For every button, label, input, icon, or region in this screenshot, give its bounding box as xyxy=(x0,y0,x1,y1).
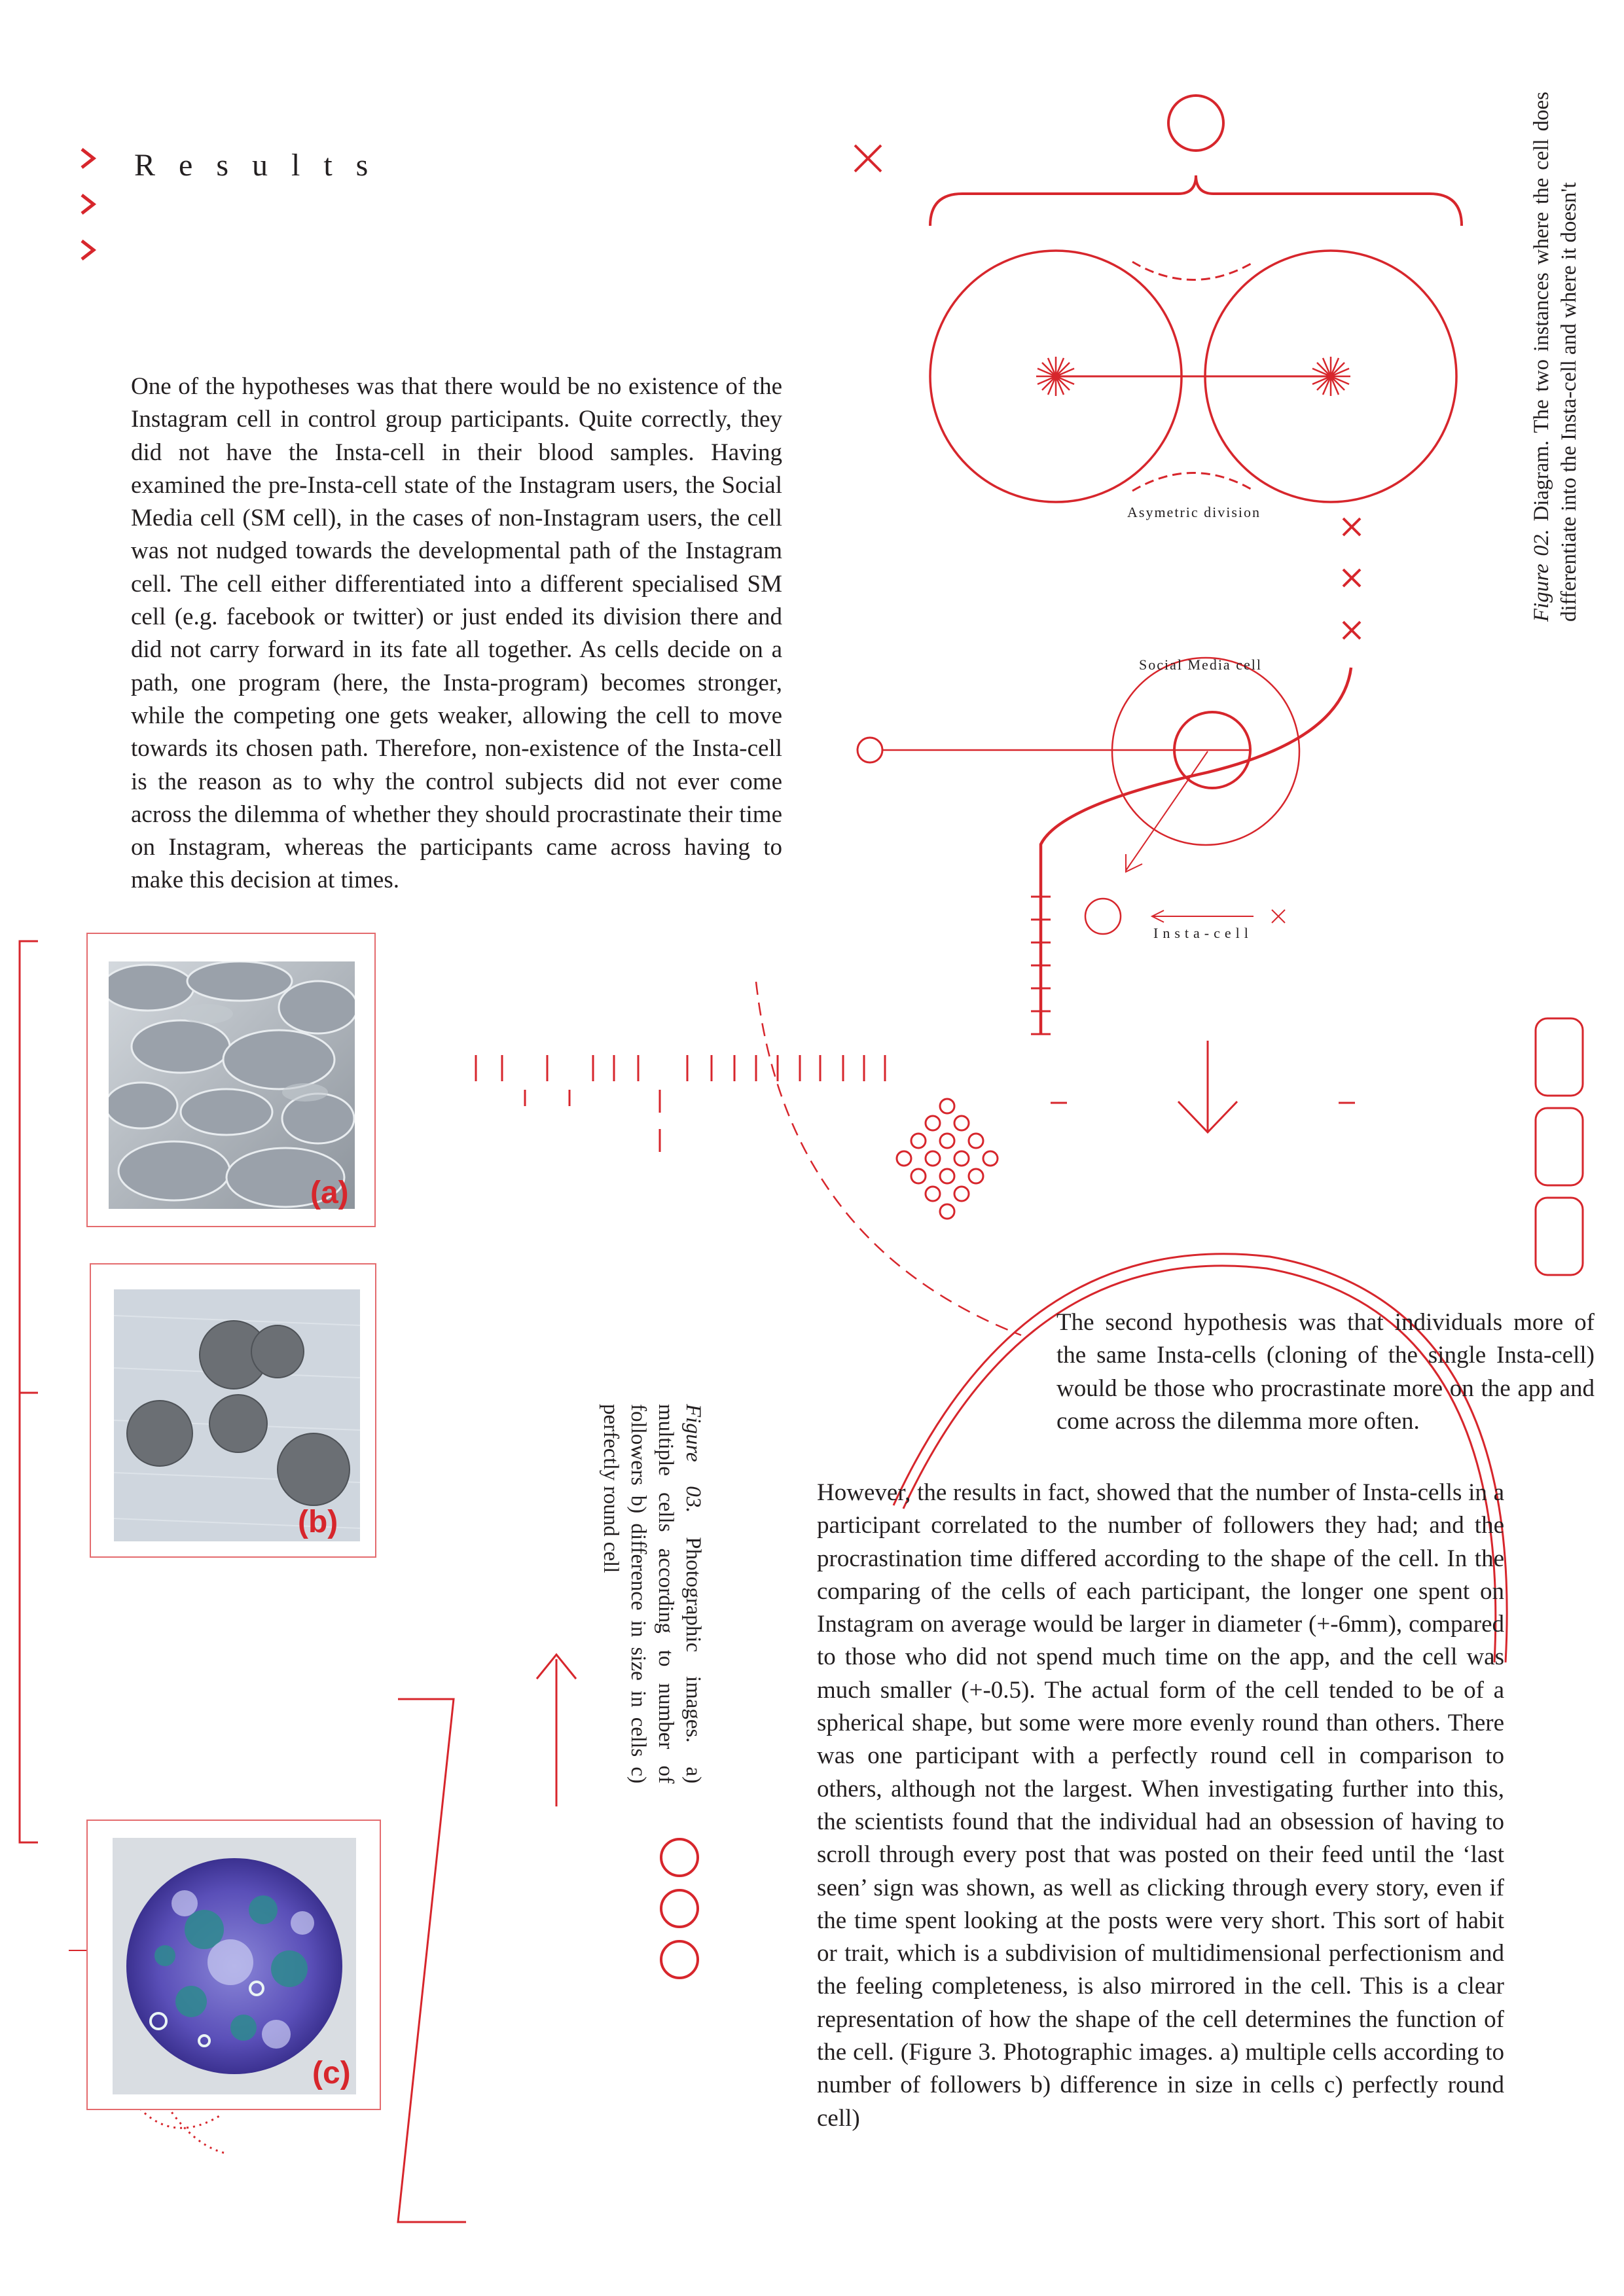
top-cell-circle xyxy=(1168,96,1223,151)
page-title: Results xyxy=(134,148,392,183)
photo-b-frame xyxy=(90,1263,376,1558)
rounded-block-3 xyxy=(1536,1198,1583,1275)
close-icon xyxy=(855,145,881,171)
sm-input-node xyxy=(857,738,882,762)
x-marks xyxy=(1343,518,1360,639)
figure-2-caption xyxy=(1528,92,1583,622)
tick-marks xyxy=(476,1055,885,1152)
paragraph-hypothesis-1: One of the hypotheses was that there would be no existence of the Instagram cell in control group participants. Quite correctly, they did not have the Insta-cell in their blood samples. Having examined the pre-Insta-cell state of the Instagram users, the Social Media cell (SM cell), in the cases of non-Instagram users, the cell was not nudged towards the developmental path of the Instagram cell. The cell either differentiated into a different specialised SM cell (e.g. facebook or twitter) or just ended its division there and did not carry forward in its fate all together. As cells decide on a path, one program (here, the Insta-program) becomes stronger, while the competing one gets weaker, allowing the cell to move towards its chosen path. Therefore, non-existence of the Insta-cell is the reason as to why the control subjects did not ever come across the dilemma of whether they should procrastinate their time on Instagram, whereas the participants came across having to make this decision at times. xyxy=(131,373,782,894)
cell-cluster xyxy=(897,1099,998,1219)
tall-wedge xyxy=(398,1699,466,2222)
circle-stack-3 xyxy=(661,1941,698,1978)
sm-arrow-line xyxy=(1126,751,1208,870)
chevron-right-icon xyxy=(82,195,94,213)
figure-3-text: Photographic images. a) multiple cells according to number of followers b) difference in size in cells c) perfectly round cell xyxy=(599,1404,705,1784)
aster-right xyxy=(1311,357,1350,396)
circle-stack-2 xyxy=(661,1890,698,1927)
left-bracket xyxy=(20,941,38,1842)
photo-c-frame xyxy=(86,1820,381,2110)
division-membrane-bottom xyxy=(1132,473,1254,492)
chevron-icons xyxy=(82,149,94,259)
figure-3-caption xyxy=(597,1404,707,1784)
chevron-right-icon xyxy=(82,241,94,259)
photo-a-frame xyxy=(86,933,376,1227)
paragraph-hypothesis-2: The second hypothesis was that individuals more of the same Insta-cells (cloning of the single Insta-cell) would be those who procrastinate more on the app and come across the dilemma more often. xyxy=(1056,1309,1595,1435)
photo-a-tag: (a) xyxy=(310,1175,349,1210)
figure-3-label: Figure 03. xyxy=(681,1404,705,1513)
aster-left xyxy=(1036,357,1075,396)
figure-2-label: Figure 02. xyxy=(1530,529,1553,622)
circle-stack-1 xyxy=(661,1839,698,1876)
label-asymmetric-division: Asymetric division xyxy=(1127,504,1261,520)
dashed-arc xyxy=(756,982,1021,1335)
figure-2-text: Diagram. The two instances where the cell does differentiate into the Insta-cell and where it doesn't xyxy=(1530,91,1581,622)
sm-arrow-head xyxy=(1126,854,1142,872)
rounded-block-2 xyxy=(1536,1108,1583,1185)
division-membrane-top xyxy=(1132,262,1254,280)
sm-path-curve xyxy=(1041,668,1351,1034)
photo-a-image xyxy=(109,961,355,1209)
label-social-media-cell: Social Media cell xyxy=(1139,656,1262,673)
photo-b-tag: (b) xyxy=(298,1505,338,1539)
photo-c-tag: (c) xyxy=(312,2056,351,2090)
rounded-block-1 xyxy=(1536,1018,1583,1096)
label-insta-cell: Insta-cell xyxy=(1153,925,1253,941)
insta-cell-node xyxy=(1085,899,1121,934)
brace xyxy=(930,175,1462,226)
paragraph-results: However, the results in fact, showed that the number of Insta-cells in a participant correlated to the number of followers they had; and the procrastination time differed according to the shape of the cell. In the comparing of the cells of each participant, the longer one spent on Instagram on average would be larger in diameter (+-6mm), compared to those who did not spend much time on the app, and the cell was much smaller (+-0.5). The actual form of the cell tended to be of a spherical shape, but some were more evenly round than others. There was one participant with a perfectly round cell in comparison to others, although not the largest. When investigating further into this, the scientists found that the individual had an obsession of having to scroll through every post that was posted on their feed until the ‘last seen’ sign was shown, as well as clicking through every story, even if the time spent looking at the posts were very short. This sort of habit or trait, which is a subdivision of multidimensional perfectionism and the feeling completeness, is also mirrored in the cell. This is a clear representation of how the shape of the cell determines the function of the cell. (Figure 3. Photographic images. a) multiple cells according to number of followers b) difference in size in cells c) perfectly round cell) xyxy=(817,1479,1504,2132)
chevron-right-icon xyxy=(82,149,94,168)
small-x-icon xyxy=(1272,910,1285,923)
